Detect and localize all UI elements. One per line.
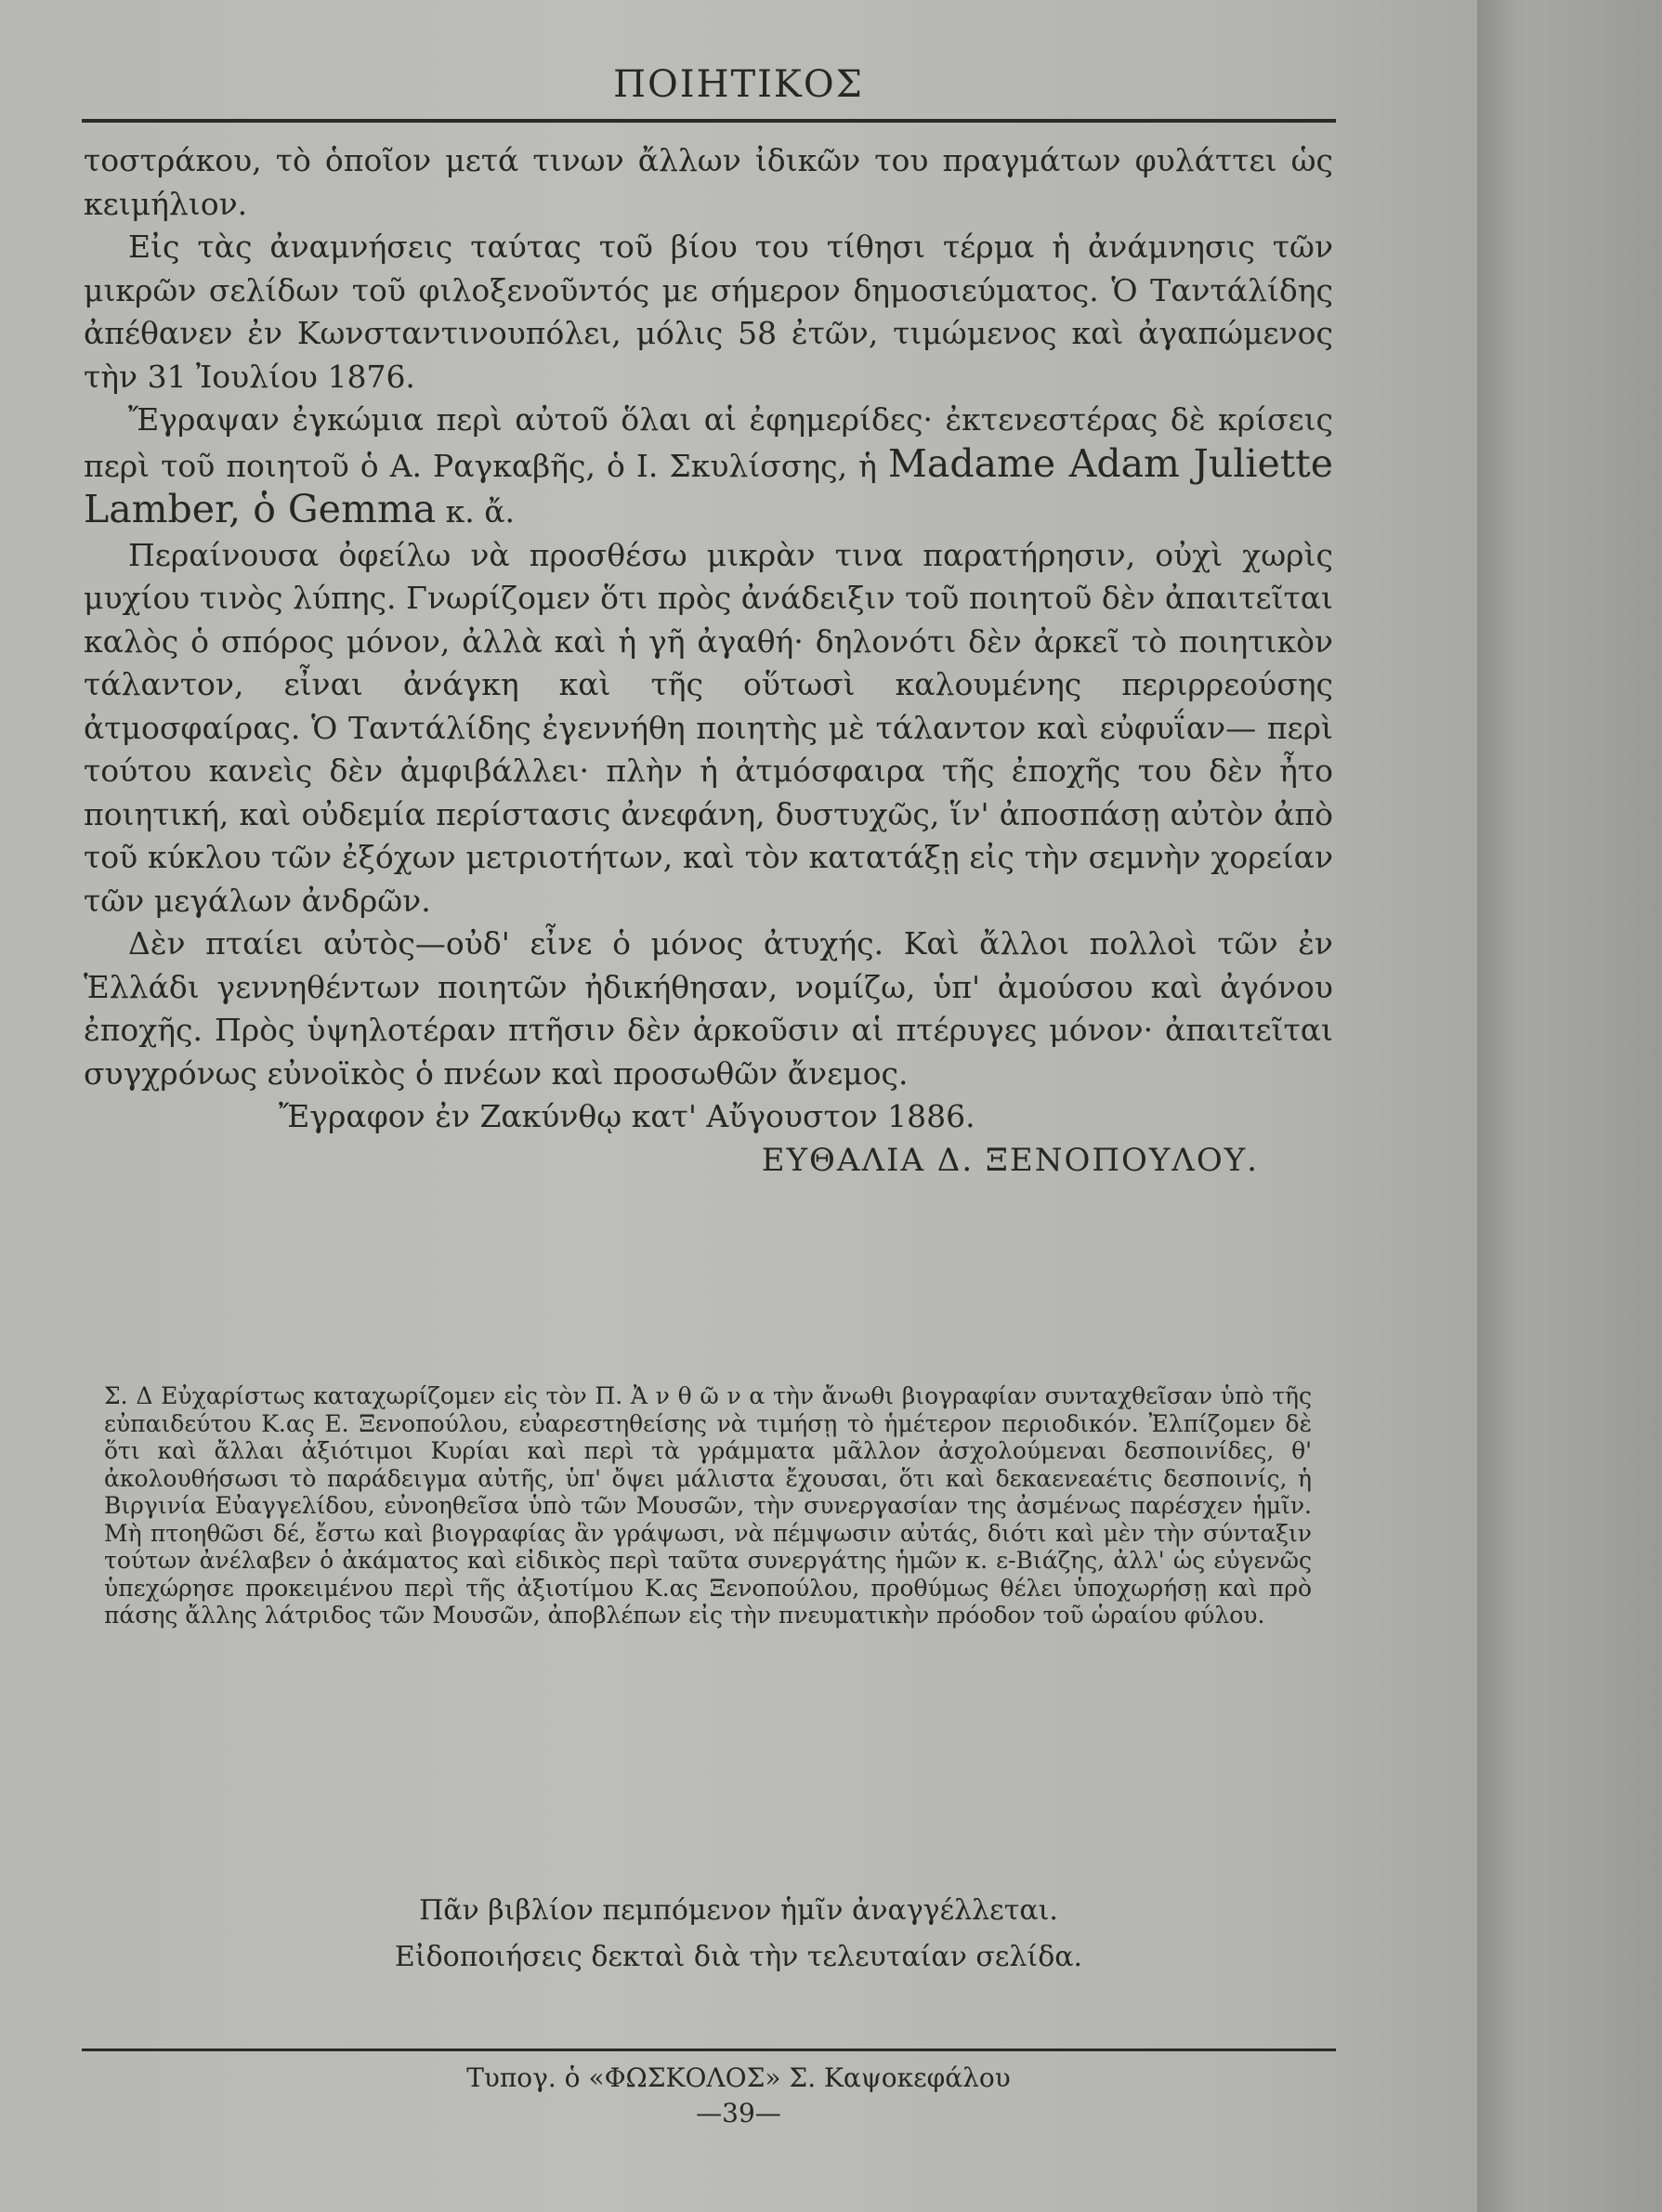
paragraph-3 xyxy=(84,399,1333,534)
top-rule xyxy=(82,119,1336,123)
paragraph-1: τοστράκου, τὸ ὁποῖον μετά τινων ἄλλων ἰδικῶν του πραγμάτων φυλάττει ὡς κειμήλιον. xyxy=(84,142,1333,222)
paragraph-3-latin-names: Madame Adam Juliette Lamber, ὁ Gemma xyxy=(84,440,1334,531)
article-body xyxy=(84,139,1333,1182)
notices xyxy=(0,1888,1477,1981)
paragraph-2: Εἰς τὰς ἀναμνήσεις ταύτας τοῦ βίου του τίθησι τέρμα ἡ ἀνάμνησις τῶν μικρῶν σελίδων τοῦ φιλοξενοῦντός με σήμερον δημοσιεύματος. Ὁ Ταντάλίδης ἀπέθανεν ἐν Κωνσταντινουπόλει, μόλις 58 ἐτῶν, τιμώμενος καὶ ἀγαπώμενος τὴν 31 Ἰουλίου 1876. xyxy=(84,229,1333,395)
bottom-rule xyxy=(82,2048,1336,2051)
paragraph-3-end: κ. ἄ. xyxy=(445,493,516,530)
author-signature: ΕΥΘΑΛΙΑ Δ. ΞΕΝΟΠΟΥΛΟΥ. xyxy=(761,1141,1259,1179)
running-head: ΠΟΙΗΤΙΚΟΣ xyxy=(613,63,864,106)
dateline: Ἔγραφον ἐν Ζακύνθῳ κατ' Αὔγουστον 1886. xyxy=(279,1098,975,1134)
imprint xyxy=(0,2061,1477,2131)
editorial-note xyxy=(104,1382,1312,1630)
paragraph-4: Περαίνουσα ὀφείλω νὰ προσθέσω μικρὰν τινα παρατήρησιν, οὐχὶ χωρὶς μυχίου τινὸς λύπης. Γνωρίζομεν ὅτι πρὸς ἀνάδειξιν τοῦ ποιητοῦ δὲν ἀπαιτεῖται καλὸς ὁ σπόρος μόνον, ἀλλὰ καὶ ἡ γῆ ἀγαθή· δηλονότι δὲν ἀρκεῖ τὸ ποιητικὸν τάλαντον, εἶναι ἀνάγκη καὶ τῆς οὕτωσὶ καλουμένης περιρρεούσης ἀτμοσφαίρας. Ὁ Ταντάλίδης ἐγεννήθη ποιητὴς μὲ τάλαντον καὶ εὐφυΐαν— περὶ τούτου κανεὶς δὲν ἀμφιβάλλει· πλὴν ἡ ἀτμόσφαιρα τῆς ἐποχῆς του δὲν ἦτο ποιητική, καὶ οὐδεμία περίστασις ἀνεφάνη, δυστυχῶς, ἵν' ἀποσπάσῃ αὐτὸν ἀπὸ τοῦ κύκλου τῶν ἐξόχων μετριοτήτων, καὶ τὸν κατατάξῃ εἰς τὴν σεμνὴν χορείαν τῶν μεγάλων ἀνδρῶν. xyxy=(84,536,1333,919)
paragraph-3-greek: Ἔγραψαν ἐγκώμια περὶ αὐτοῦ ὅλαι αἱ ἐφημερίδες· ἐκτενεστέρας δὲ κρίσεις περὶ τοῦ ποιητοῦ ὁ Α. Ραγκαβῆς, ὁ Ι. Σκυλίσσης, ἡ xyxy=(84,401,1333,484)
notice-books: Πᾶν βιβλίον πεμπόμενον ἡμῖν ἀναγγέλλεται. xyxy=(419,1894,1058,1927)
printer-line: Τυπογ. ὁ «ΦΩΣΚΟΛΟΣ» Σ. Καψοκεφάλου xyxy=(466,2062,1011,2093)
page-gutter-shadow xyxy=(1477,0,1662,2212)
editorial-note-text: Σ. Δ Εὐχαρίστως καταχωρίζομεν εἰς τὸν Π. Ἀ ν θ ῶ ν α τὴν ἄνωθι βιογραφίαν συνταχθεῖσαν ὑπὸ τῆς εὐπαιδεύτου Κ.ας Ε. Ξενοπούλου, εὐαρεστηθείσης νὰ τιμήσῃ τὸ ἡμέτερον περιοδικόν. Ἐλπίζομεν δὲ ὅτι καὶ ἄλλαι ἀξιότιμοι Κυρίαι καὶ περὶ τὰ γράμματα μᾶλλον ἀσχολούμεναι δεσποινίδες, θ' ἀκολουθήσωσι τὸ παράδειγμα αὐτῆς, ὑπ' ὄψει μάλιστα ἔχουσαι, ὅτι καὶ δεκαενεαέτις δεσποινίς, ἡ Βιργινία Εὐαγγελίδου, εὐνοηθεῖσα ὑπὸ τῶν Μουσῶν, τὴν συνεργασίαν της ἀσμένως παρέσχεν ἡμῖν. Μὴ πτοηθῶσι δέ, ἔστω καὶ βιογραφίας ἂν γράψωσι, νὰ πέμψωσιν αὐτάς, διότι καὶ μὲν τὴν σύνταξιν τούτων ἀνέλαβεν ὁ ἀκάματος καὶ εἰδικὸς περὶ ταῦτα συνεργάτης ἡμῶν κ. ε-Βιάζης, ἀλλ' ὡς εὐγενῶς ὑπεχώρησε προκειμένου περὶ τῆς ἀξιοτίμου Κ.ας Ξενοπούλου, προθύμως θέλει ὑποχωρήσῃ καὶ πρὸ πάσης ἄλλης λάτριδος τῶν Μουσῶν, ἀποβλέπων εἰς τὴν πνευματικὴν πρόοδον τοῦ ὡραίου φύλου. xyxy=(104,1382,1312,1629)
notice-announcements: Εἰδοποιήσεις δεκταὶ διὰ τὴν τελευταίαν σελίδα. xyxy=(394,1941,1083,1973)
page-number: —39— xyxy=(696,2098,781,2128)
paragraph-5: Δὲν πταίει αὐτὸς—οὐδ' εἶνε ὁ μόνος ἀτυχής. Καὶ ἄλλοι πολλοὶ τῶν ἐν Ἑλλάδι γεννηθέντων ποιητῶν ἠδικήθησαν, νομίζω, ὑπ' ἀμούσου καὶ ἀγόνου ἐποχῆς. Πρὸς ὑψηλοτέραν πτῆσιν δὲν ἀρκοῦσιν αἱ πτέρυγες μόνον· ἀπαιτεῖται συγχρόνως εὐνοϊκὸς ὁ πνέων καὶ προσωθῶν ἄνεμος. xyxy=(84,925,1333,1092)
